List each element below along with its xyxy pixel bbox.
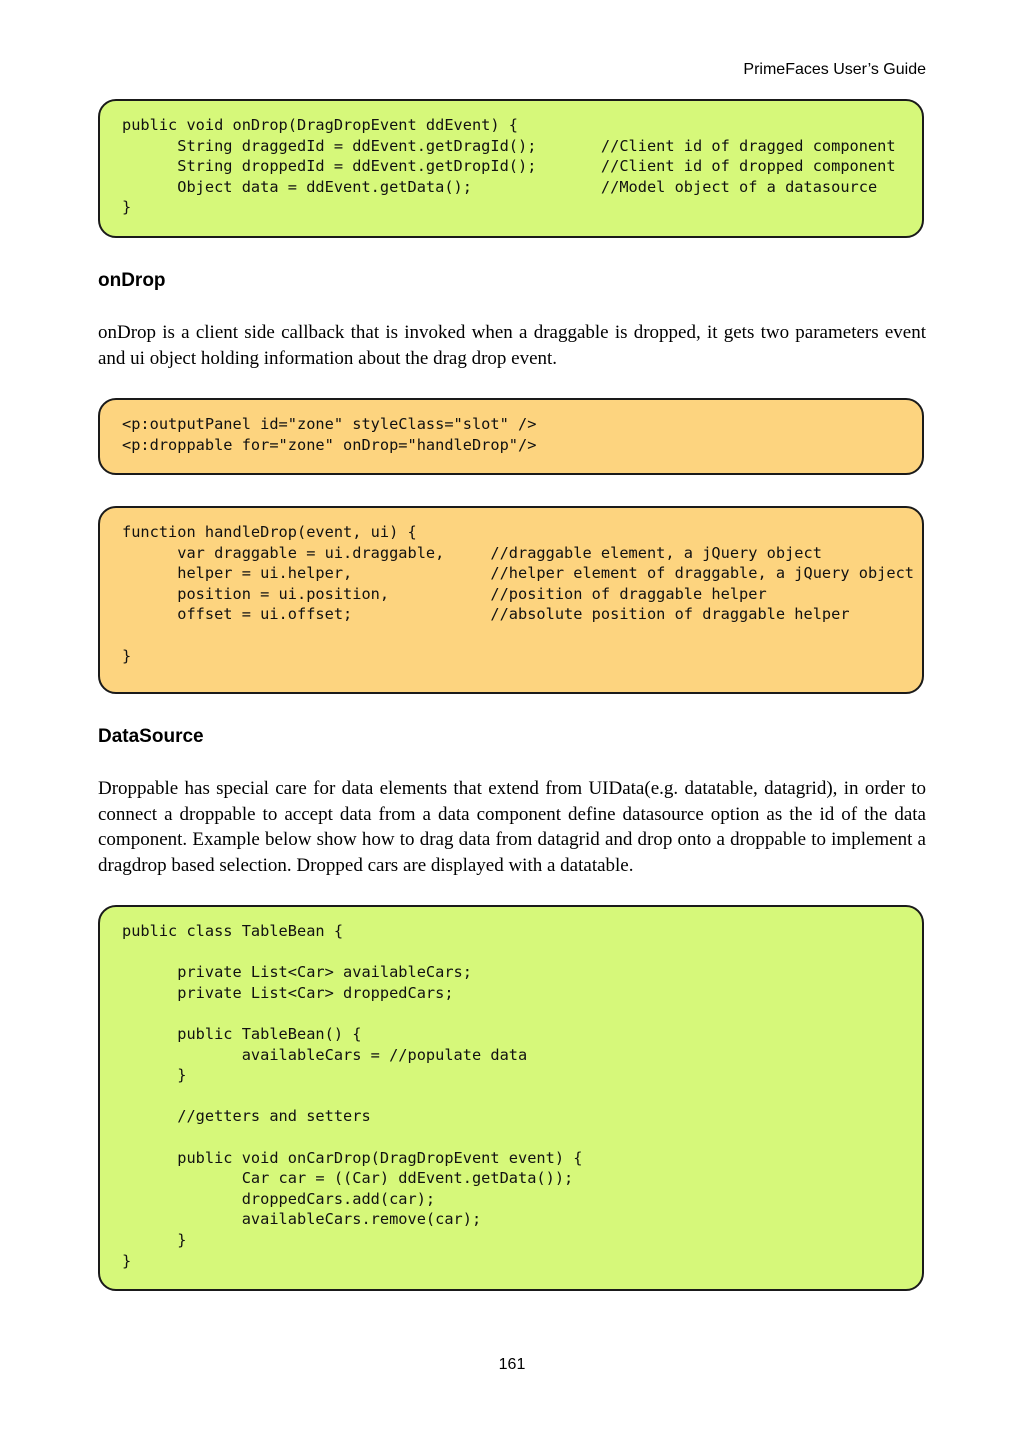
running-header: PrimeFaces User’s Guide [743,61,926,78]
section-heading-ondrop: onDrop [98,270,166,291]
paragraph-ondrop: onDrop is a client side callback that is invoked when a draggable is dropped, it gets two parameters event and ui object holding information about the drag drop event. [98,322,926,369]
code-block-handle-drop [98,506,924,694]
code-block-droppable-markup [98,398,924,475]
code-text: function handleDrop(event, ui) { var draggable = ui.draggable, //draggable element, a jQuery object helper = ui.helper, //helper element of draggable, a jQuery object position = ui.position, //position of draggable helper offset = ui.offset; //absolute position of draggable helper } [122,523,915,665]
code-block-ondrop-listener [98,99,924,238]
code-block-table-bean [98,905,924,1291]
paragraph-datasource: Droppable has special care for data elements that extend from UIData(e.g. datatable, datagrid), in order to connect a droppable to accept data from a data component define datasource option as the id of the data component. Example below show how to drag data from datagrid and drop onto a droppable to implement a dragdrop based selection. Dropped cars are displayed with a datatable. [98,778,926,876]
section-heading-datasource: DataSource [98,726,204,747]
code-text: <p:outputPanel id="zone" styleClass="slot" /> <p:droppable for="zone" onDrop="handleDrop"/> [122,415,537,454]
code-text: public void onDrop(DragDropEvent ddEvent) { String draggedId = ddEvent.getDragId(); //Client id of dragged component String droppedId = ddEvent.getDropId(); //Client id of dropped component Object data = ddEvent.getData(); //Model object of a datasource } [122,116,896,217]
page-number: 161 [498,1356,526,1373]
code-text: public class TableBean { private List<Car> availableCars; private List<Car> droppedCars; public TableBean() { availableCars = //populate data } //getters and setters public void onCarDrop(DragDropEvent event) { Car car = ((Car) ddEvent.getData()); droppedCars.add(car); availableCars.remove(car); } } [122,922,583,1270]
